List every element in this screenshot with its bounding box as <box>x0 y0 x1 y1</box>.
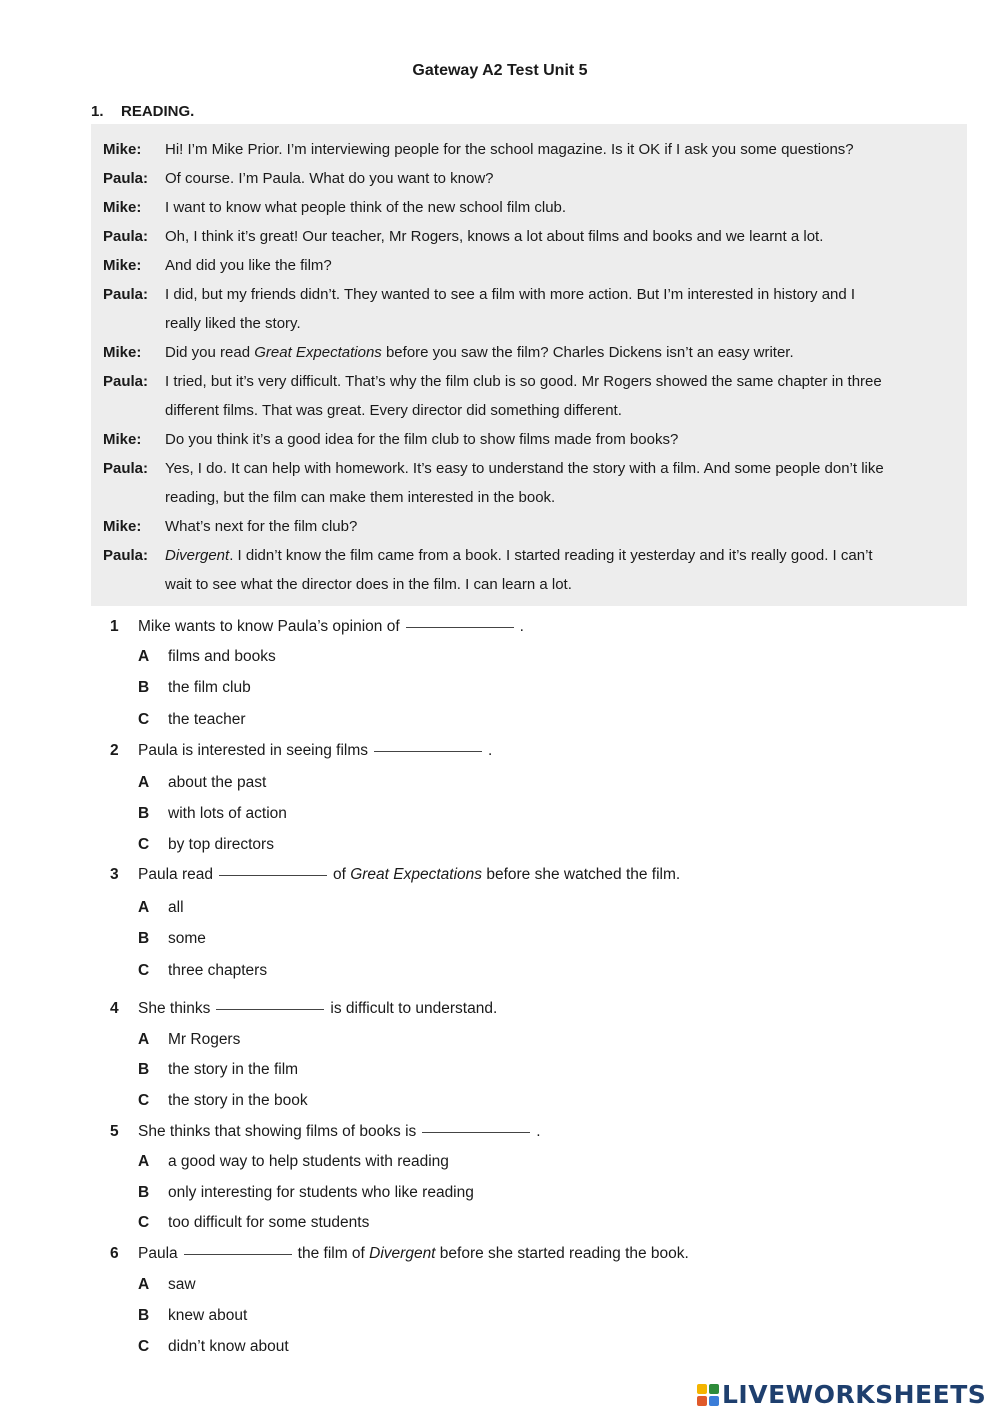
dialogue-line: Mike: Did you read Great Expectations before you saw the film? Charles Dickens isn’t an easy writer. <box>103 344 794 361</box>
dialogue-continuation: different films. That was great. Every director did something different. <box>165 402 622 419</box>
option-2a[interactable]: A about the past <box>138 774 267 791</box>
option-4c[interactable]: C the story in the book <box>138 1092 308 1109</box>
speaker: Mike: <box>103 518 142 535</box>
question-3: 3 Paula read of Great Expectations before she watched the film. <box>110 866 681 883</box>
book-title: Great Expectations <box>254 344 382 361</box>
option-1a[interactable]: A films and books <box>138 648 276 665</box>
answer-blank[interactable] <box>216 1008 324 1010</box>
dialogue-continuation: wait to see what the director does in the film. I can learn a lot. <box>165 576 572 593</box>
option-6b[interactable]: B knew about <box>138 1307 248 1324</box>
speaker: Mike: <box>103 257 142 274</box>
dialogue-continuation: really liked the story. <box>165 315 301 332</box>
dialogue-line: Mike: Hi! I’m Mike Prior. I’m interviewing people for the school magazine. Is it OK if I ask you some questions? <box>103 141 854 158</box>
book-title: Divergent <box>165 547 230 564</box>
dialogue-continuation: reading, but the film can make them interested in the book. <box>165 489 556 506</box>
liveworksheets-logo[interactable] <box>697 1380 986 1409</box>
answer-blank[interactable] <box>374 750 482 752</box>
dialogue-line: Mike: What’s next for the film club? <box>103 518 358 535</box>
dialogue-line: Paula: Of course. I’m Paula. What do you want to know? <box>103 170 494 187</box>
brand-text: LIVEWORKSHEETS <box>722 1380 987 1409</box>
dialogue-line: Paula: Oh, I think it’s great! Our teacher, Mr Rogers, knows a lot about films and books and we learnt a lot. <box>103 228 824 245</box>
speaker: Paula: <box>103 286 149 303</box>
option-1c[interactable]: C the teacher <box>138 711 246 728</box>
question-2: 2 Paula is interested in seeing films . <box>110 742 493 759</box>
dialogue-line: Mike: I want to know what people think of the new school film club. <box>103 199 567 216</box>
speaker: Paula: <box>103 460 149 477</box>
book-title: Divergent <box>369 1245 436 1262</box>
option-3b[interactable]: B some <box>138 930 206 947</box>
speaker: Paula: <box>103 228 149 245</box>
option-4b[interactable]: B the story in the film <box>138 1061 299 1078</box>
logo-square-icon <box>709 1396 719 1406</box>
dialogue-line: Paula: Yes, I do. It can help with homework. It’s easy to understand the story with a film. And some people don’t like <box>103 460 884 477</box>
speaker: Mike: <box>103 344 142 361</box>
dialogue-line: Paula: I did, but my friends didn’t. They wanted to see a film with more action. But I’m interested in history and I <box>103 286 856 303</box>
option-5a[interactable]: A a good way to help students with reading <box>138 1153 449 1170</box>
answer-blank[interactable] <box>219 874 327 876</box>
speaker: Paula: <box>103 547 149 564</box>
answer-blank[interactable] <box>422 1131 530 1133</box>
logo-grid-icon <box>697 1384 719 1406</box>
dialogue-box <box>91 124 967 606</box>
dialogue-line: Paula: Divergent. I didn’t know the film came from a book. I started reading it yesterday and it’s really good. I can’t <box>103 547 873 564</box>
option-6a[interactable]: A saw <box>138 1276 196 1293</box>
dialogue-line: Mike: And did you like the film? <box>103 257 332 274</box>
book-title: Great Expectations <box>350 866 483 883</box>
option-5b[interactable]: B only interesting for students who like reading <box>138 1184 474 1201</box>
option-3a[interactable]: A all <box>138 899 184 916</box>
question-5: 5 She thinks that showing films of books is . <box>110 1123 541 1140</box>
speaker: Mike: <box>103 199 142 216</box>
speaker: Paula: <box>103 373 149 390</box>
question-4: 4 She thinks is difficult to understand. <box>110 1000 498 1017</box>
question-1: 1 Mike wants to know Paula’s opinion of . <box>110 618 524 635</box>
dialogue-line: Paula: I tried, but it’s very difficult. That’s why the film club is so good. Mr Rogers showed the same chapter in three <box>103 373 882 390</box>
option-2b[interactable]: B with lots of action <box>138 805 287 822</box>
option-1b[interactable]: B the film club <box>138 679 251 696</box>
option-2c[interactable]: C by top directors <box>138 836 274 853</box>
section-number: 1. <box>91 103 104 120</box>
speaker: Mike: <box>103 141 142 158</box>
option-6c[interactable]: C didn’t know about <box>138 1338 289 1355</box>
page-title: Gateway A2 Test Unit 5 <box>412 62 588 79</box>
section-label: READING. <box>121 103 195 120</box>
option-3c[interactable]: C three chapters <box>138 962 268 979</box>
question-6: 6 Paula the film of Divergent before she started reading the book. <box>110 1245 689 1262</box>
option-5c[interactable]: C too difficult for some students <box>138 1214 370 1231</box>
option-4a[interactable]: A Mr Rogers <box>138 1031 241 1048</box>
section-heading <box>91 103 194 120</box>
logo-square-icon <box>709 1384 719 1394</box>
logo-square-icon <box>697 1396 707 1406</box>
dialogue-line: Mike: Do you think it’s a good idea for the film club to show films made from books? <box>103 431 679 448</box>
logo-square-icon <box>697 1384 707 1394</box>
speaker: Paula: <box>103 170 149 187</box>
answer-blank[interactable] <box>406 626 514 628</box>
answer-blank[interactable] <box>184 1253 292 1255</box>
speaker: Mike: <box>103 431 142 448</box>
